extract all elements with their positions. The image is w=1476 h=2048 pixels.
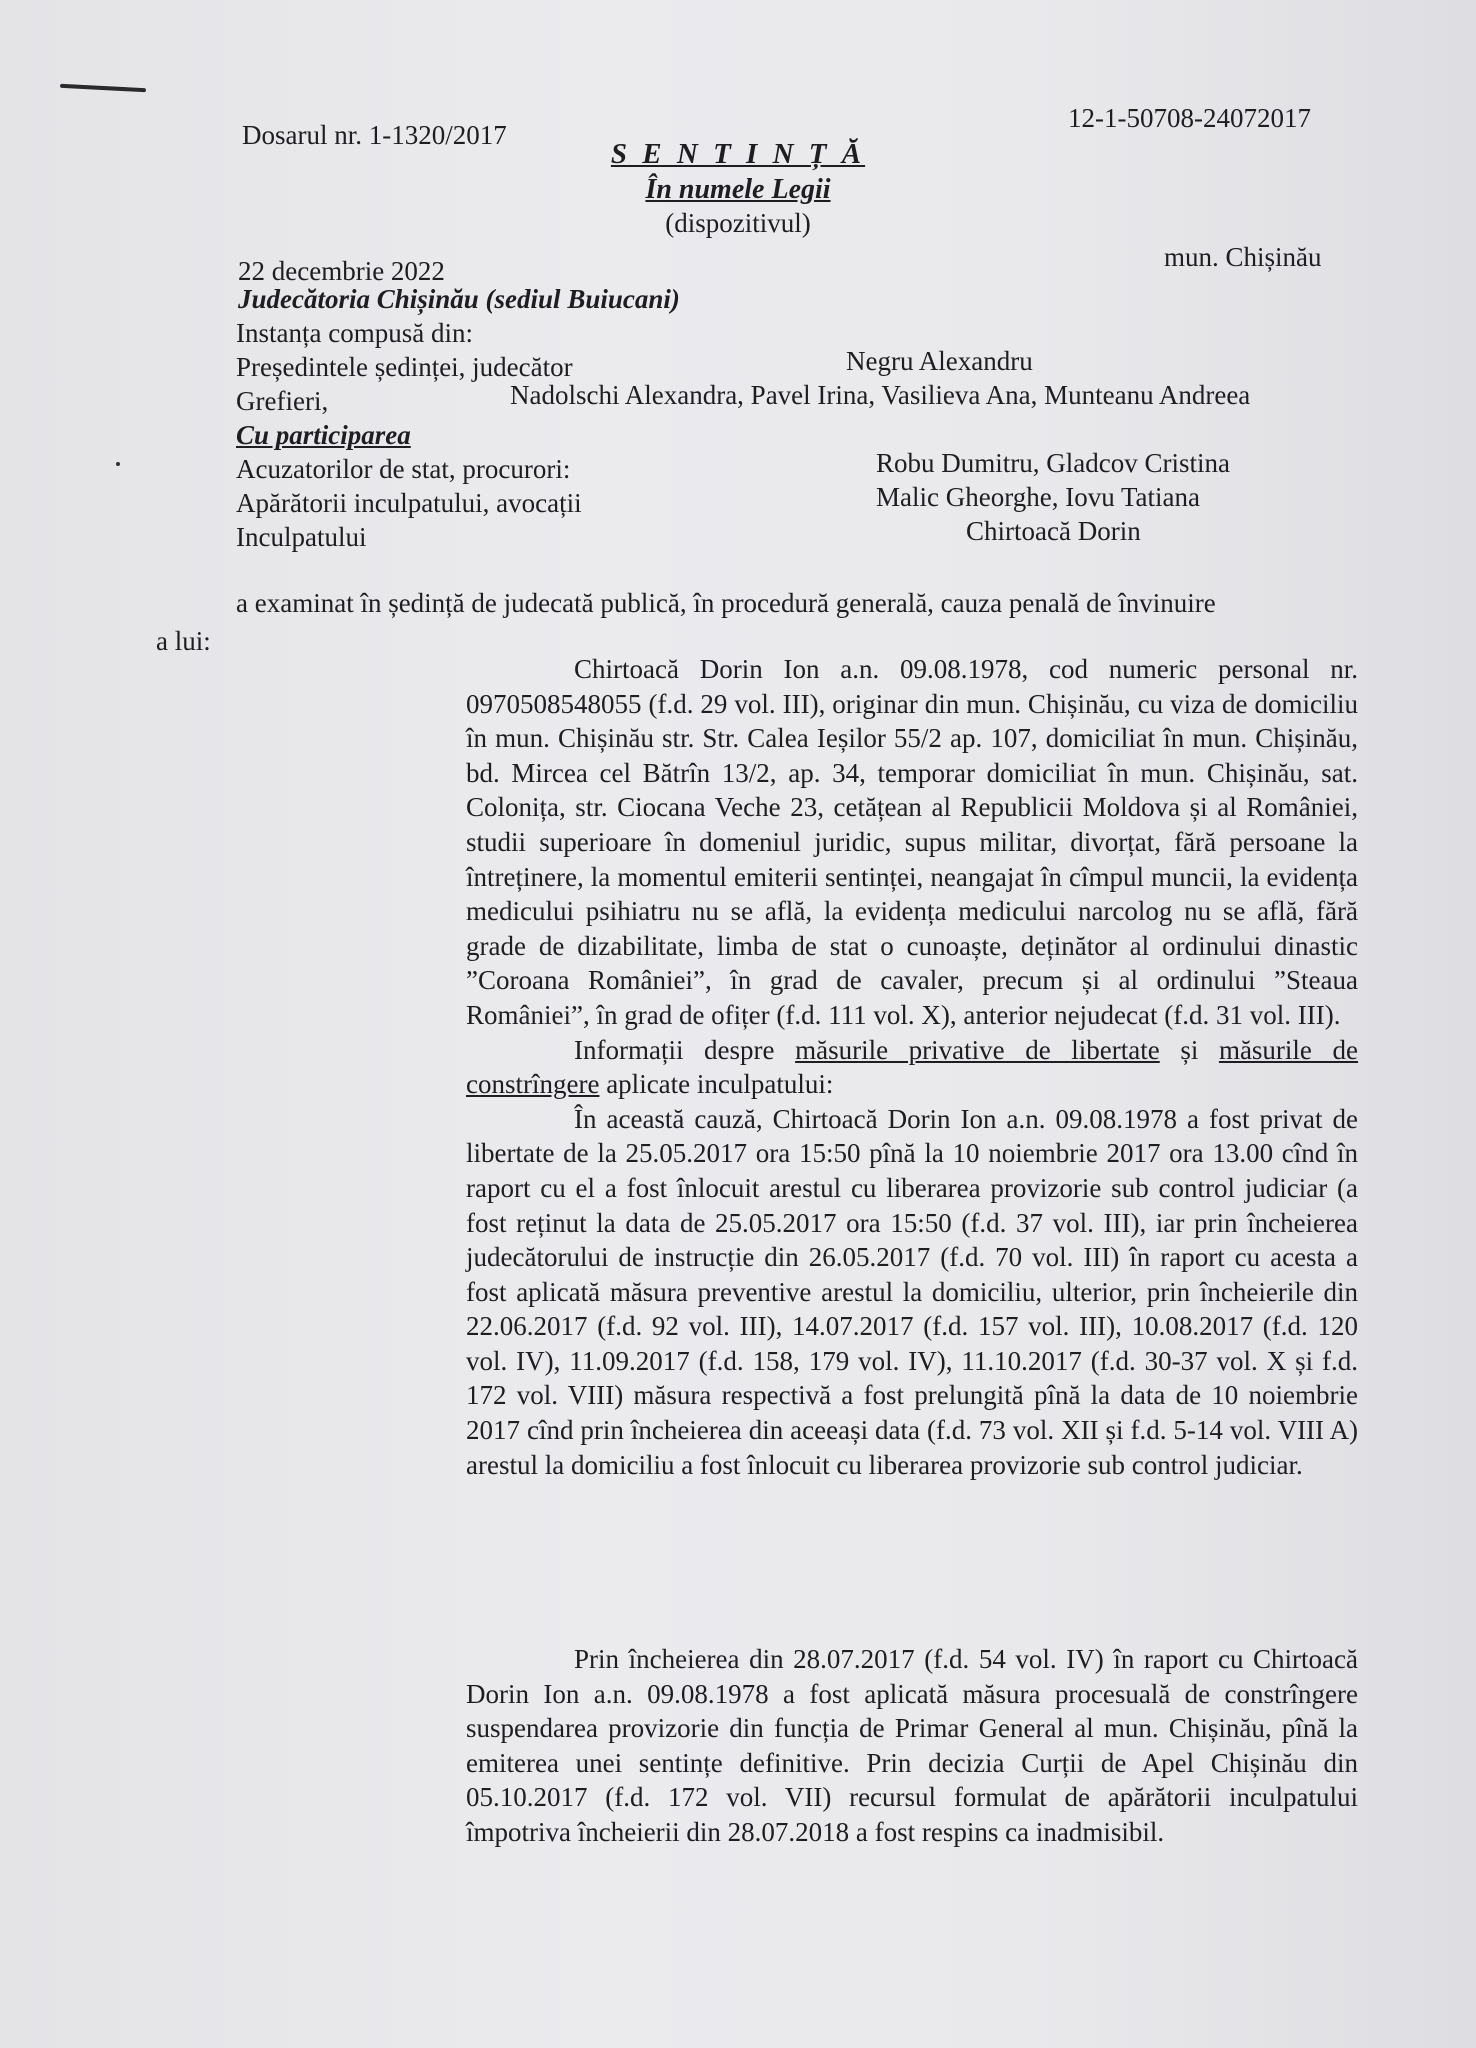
speck-mark [116, 462, 120, 466]
defendant-paragraph: Chirtoacă Dorin Ion a.n. 09.08.1978, cod numeric personal nr. 0970508548055 (f.d. 29 vol. III), originar din mun. Chișinău, cu viza de domiciliu în mun. Chișinău str. Str. Calea Ieșilor 55/2 ap. 107, domiciliat în mun. Chișinău, bd. Mircea cel Bătrîn 13/2, ap. 34, temporar domiciliat în mun. Chișinău, sat. Colonița, str. Ciocana Veche 23, cetățean al Republicii Moldova și al României, studii superioare în domeniul juridic, supus militar, divorțat, fără persoane la întreținere, la momentul emiterii sentinței, neangajat în cîmpul muncii, la evidența medicului psihiatru nu se află, la evidența medicului narcolog nu se află, fără grade de dizabilitate, limba de stat o cunoaște, deținător al ordinului dinastic ”Coroana României”, în grad de cavaler, precum și al ordinului ”Steaua României”, în grad de ofițer (f.d. 111 vol. X), anterior nejudecat (f.d. 31 vol. III). [466, 654, 1358, 1030]
measures-paragraph: În această cauză, Chirtoacă Dorin Ion a.n. 09.08.1978 a fost privat de libertate de la 25.05.2017 ora 15:50 pînă la 10 noiembrie 2017 ora 13.00 cînd în raport cu el a fost înlocuit arestul cu liberarea provizorie sub control judiciar (a fost reținut la data de 25.05.2017 ora 15:50 (f.d. 37 vol. III), iar prin încheierea judecătorului de instrucție din 26.05.2017 (f.d. 70 vol. III) în raport cu acesta a fost aplicată măsura preventive arestul la domiciliu, ulterior, prin încheierile din 22.06.2017 (f.d. 92 vol. III), 14.07.2017 (f.d. 157 vol. III), 10.08.2017 (f.d. 120 vol. IV), 11.09.2017 (f.d. 158, 179 vol. IV), 11.10.2017 (f.d. 30-37 vol. X și f.d. 172 vol. VIII) măsura respectivă a fost prelungită pînă la data de 10 noiembrie 2017 cînd prin încheierea din aceeași data (f.d. 73 vol. XII și f.d. 5-14 vol. VIII A) arestul la domiciliu a fost înlocuit cu liberarea provizorie sub control judiciar. [466, 1103, 1358, 1480]
measures-intro [466, 1033, 1358, 1102]
defendant-label: Inculpatului [236, 522, 367, 552]
prosecutors-label: Acuzatorilor de stat, procurori: [236, 454, 571, 484]
composition-intro: Instanța compusă din: [236, 318, 473, 348]
suspension-block [466, 1642, 1358, 1850]
judge-name: Negru Alexandru [846, 346, 1033, 376]
reference-code: 12-1-50708-24072017 [1068, 103, 1311, 133]
sentence-date: 22 decembrie 2022 [238, 256, 445, 286]
prosecutors-names: Robu Dumitru, Gladcov Cristina [876, 448, 1230, 478]
measures-underline-1: măsurile privative de libertate [795, 1034, 1160, 1065]
suspension-paragraph: Prin încheierea din 28.07.2017 (f.d. 54 vol. IV) în raport cu Chirtoacă Dorin Ion a.n. 09.08.1978 a fost aplicată măsura procesuală de constrîngere suspendarea provizorie din funcția de Primar General al mun. Chișinău, pînă la emiterea unei sentințe definitive. Prin decizia Curții de Apel Chișinău din 05.10.2017 (f.d. 172 vol. VII) recursul formulat de apărătorii inculpatului împotriva încheierii din 28.07.2018 a fost respins ca inadmisibil. [466, 1644, 1358, 1847]
lawyers-label: Apărătorii inculpatului, avocații [236, 488, 582, 518]
participation-label: Cu participarea [236, 420, 411, 450]
defendant-details [466, 652, 1358, 1482]
examination-intro-end: a lui: [156, 626, 211, 656]
measures-intro-text-2: și [1159, 1034, 1219, 1065]
measures-underline-2: măsurile de constrîngere [466, 1034, 1358, 1100]
document-note: (dispozitivul) [665, 208, 811, 238]
court-name: Judecătoria Chișinău (sediul Buiucani) [238, 284, 680, 314]
pen-mark [60, 84, 146, 92]
measures-intro-text-3: aplicate inculpatului: [599, 1069, 834, 1100]
defendant-name: Chirtoacă Dorin [966, 516, 1141, 546]
sentence-city: mun. Chișinău [1164, 242, 1322, 272]
document-title: S E N T I N Ț Ă [610, 138, 866, 170]
case-number: Dosarul nr. 1-1320/2017 [242, 120, 507, 150]
measures-intro-text: Informații despre [574, 1034, 796, 1065]
clerks-label: Grefieri, [236, 386, 329, 416]
lawyers-names: Malic Gheorghe, Iovu Tatiana [876, 482, 1201, 512]
document-subtitle: În numele Legii [645, 174, 831, 205]
examination-intro: a examinat în ședință de judecată publică, în procedură generală, cauza penală de învinuire [236, 588, 1216, 618]
clerks-names: Nadolschi Alexandra, Pavel Irina, Vasilieva Ana, Munteanu Andreea [510, 380, 1251, 410]
judge-label: Președintele ședinței, judecător [236, 352, 573, 382]
